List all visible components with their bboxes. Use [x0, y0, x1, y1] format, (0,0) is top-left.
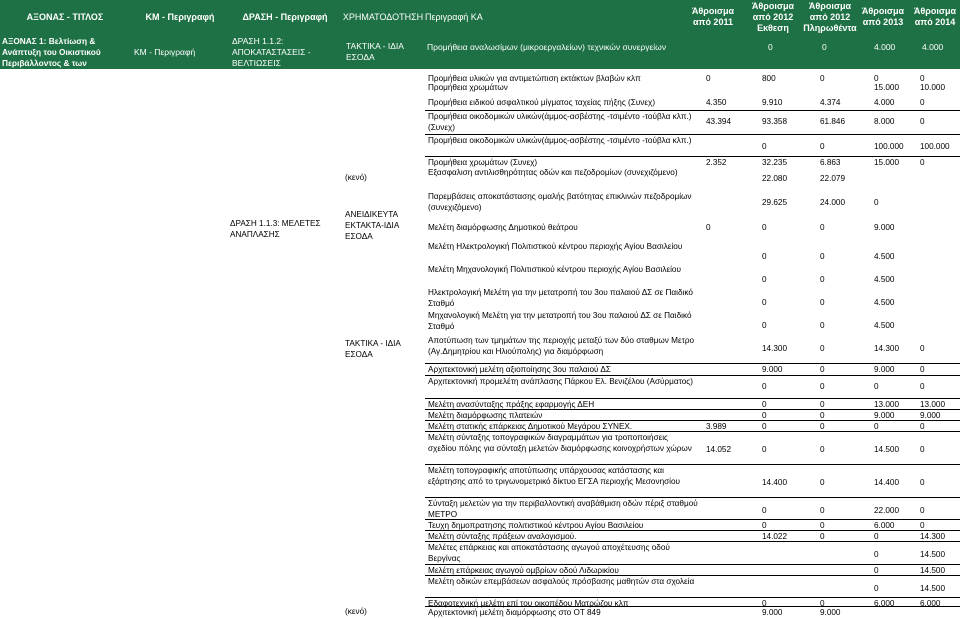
row-description: Μελέτη σύνταξης τοπογραφικών διαγραμμάτων για τροποποιήσεις σχεδίου πόλης για σύνταξη μελετών διαμόρφωσης κοινοχρήστων χώρων [428, 433, 692, 453]
row-value-4: 15.000 [874, 158, 900, 167]
row-value-4: 14.300 [874, 344, 900, 353]
row-value-4: 4.000 [874, 98, 895, 107]
row-value-2: 9.000 [762, 608, 783, 617]
row-value-4: 0 [874, 584, 879, 593]
row-1-v2: 0 [768, 42, 773, 52]
row-description: Αρχιτεκτονική προμελέτη ανάπλασης Πάρκου Ελ. Βενιζέλου (Ασύρματος) [428, 377, 693, 386]
row-value-4: 6.000 [874, 599, 895, 608]
row-value-3: 0 [820, 382, 825, 391]
row-description: Μελέτη σύνταξης πράξεων αναλογισμού. [428, 532, 577, 541]
row-value-5: 0 [920, 365, 925, 374]
row-value-4: 0 [874, 74, 879, 83]
row-value-2: 0 [762, 400, 767, 409]
action-1-label: ΔΡΑΣΗ 1.1.2: ΑΠΟΚΑΤΑΣΤΑΣΕΙΣ - ΒΕΛΤΙΩΣΕΙΣ [232, 36, 311, 68]
row-description: Προμήθεια οικοδομικών υλικών(άμμος-ασβέστης -τσιμέντο -τούβλα κλπ.) (Συνεχ) [428, 112, 692, 132]
row-value-2: 0 [762, 382, 767, 391]
row-value-2: 0 [762, 321, 767, 330]
row-value-4: 9.000 [874, 365, 895, 374]
header-sum-2012-est[interactable]: Άθροισμα από 2012 Εκθεση [751, 1, 795, 33]
row-value-3: 9.000 [820, 608, 841, 617]
row-description: Μηχανολογική Μελέτη για την μετατροπή του 3ου παλαιού ΔΣ σε Παιδικό Σταθμό [428, 311, 692, 331]
row-value-5: 0 [920, 478, 925, 487]
header-ka-desc[interactable]: Περιγραφή ΚΑ [425, 12, 483, 22]
row-description: Εξασφαλιση αντιλισθηρότητας οδών και πεζοδρομίων (συνεχιζόμενο) [428, 168, 678, 177]
row-value-4: 0 [874, 198, 879, 207]
km-label: ΚΜ - Περιγραφή [134, 47, 196, 57]
row-value-4: 4.500 [874, 252, 895, 261]
row-value-5: 14.500 [920, 566, 946, 575]
header-km-desc[interactable]: ΚΜ - Περιγραφή [145, 12, 215, 22]
row-value-3: 0 [820, 400, 825, 409]
row-description: Μελέτη διαμόρφωσης πλατειών [428, 411, 543, 420]
axis-label: ΑΞΟΝΑΣ 1: Βελτίωση & Ανάπτυξη του Οικιστικού Περιβάλλοντος & των Υποδομών [2, 36, 101, 79]
row-description: Εδαφοτεχνική μελέτη επί του οικοπέδου Ματρώζου κλπ [428, 599, 629, 608]
row-value-3: 0 [820, 275, 825, 284]
row-value-2: 0 [762, 252, 767, 261]
header-row [0, 0, 960, 35]
row-value-3: 0 [820, 445, 825, 454]
row-value-4: 22.000 [874, 506, 900, 515]
row-value-5: 0 [920, 521, 925, 530]
funding-2-label: (κενό) [345, 173, 367, 182]
row-value-4: 0 [874, 566, 879, 575]
row-value-4: 0 [874, 382, 879, 391]
row-value-5: 100.000 [920, 142, 950, 151]
row-value-4: 13.000 [874, 400, 900, 409]
row-value-2: 0 [762, 506, 767, 515]
row-value-1: 14.052 [706, 445, 732, 454]
header-funding[interactable]: ΧΡΗΜΑΤΟΔΟΤΗΣΗ [342, 12, 424, 22]
row-value-4: 4.500 [874, 275, 895, 284]
action-2-label: ΔΡΑΣΗ 1.1.3: ΜΕΛΕΤΕΣ ΑΝΑΠΛΑΣΗΣ [230, 219, 321, 239]
row-value-1: 2.352 [706, 158, 727, 167]
row-value-5: 0 [920, 117, 925, 126]
row-description: Μελέτη διαμόρφωσης Δημοτικού θεάτρου [428, 223, 578, 232]
row-value-2: 9.910 [762, 98, 783, 107]
row-value-2: 0 [762, 142, 767, 151]
row-value-5: 9.000 [920, 411, 941, 420]
row-value-3: 0 [820, 411, 825, 420]
row-value-1: 0 [706, 74, 711, 83]
row-value-2: 32.235 [762, 158, 788, 167]
row-value-5: 0 [920, 382, 925, 391]
row-description: Αρχιτεκτονική μελέτη διαμόρφωσης στο ΟΤ 849 [428, 608, 601, 617]
row-value-5: 10.000 [920, 83, 946, 92]
row-value-2: 800 [762, 74, 776, 83]
row-1-desc: Προμήθεια αναλωσίμων (μικροεργαλείων) τεχνικών συνεργείων [427, 42, 667, 52]
row-value-1: 43.394 [706, 117, 732, 126]
row-description: Μελέτη Μηχανολογική Πολιτιστικού κέντρου περιοχής Αγίου Βασιλείου [428, 265, 681, 274]
row-value-5: 14.300 [920, 532, 946, 541]
row-value-5: 6.000 [920, 599, 941, 608]
row-value-4: 15.000 [874, 83, 900, 92]
row-value-3: 0 [820, 142, 825, 151]
row-1-v4: 4.000 [874, 42, 896, 52]
row-description: Μελέτες επάρκειας και αποκατάστασης αγωγού αποχέτευσης οδού Βεργίνας [428, 543, 670, 563]
row-value-3: 0 [820, 599, 825, 608]
row-description: Μελέτη επάρκειας αγωγού ομβρίων οδού Λιδωρικίου [428, 566, 619, 575]
row-value-3: 0 [820, 422, 825, 431]
row-value-2: 0 [762, 275, 767, 284]
row-value-5: 0 [920, 344, 925, 353]
row-1-v3: 0 [822, 42, 827, 52]
row-value-2: 14.022 [762, 532, 788, 541]
row-value-3: 0 [820, 252, 825, 261]
row-value-3: 0 [820, 344, 825, 353]
row-value-5: 13.000 [920, 400, 946, 409]
row-value-5: 0 [920, 422, 925, 431]
row-1-v5: 4.000 [922, 42, 944, 52]
row-value-2: 29.625 [762, 198, 788, 207]
row-value-2: 9.000 [762, 365, 783, 374]
funding-1-label: ΤΑΚΤΙΚΑ - ΙΔΙΑ ΕΣΟΔΑ [346, 41, 404, 62]
row-description: Σύνταξη μελετών για την περιβαλλοντική αναβάθμιση οδών πέριξ σταθμού ΜΕΤΡΟ [428, 499, 698, 519]
row-value-3: 0 [820, 521, 825, 530]
row-description: Αποτύπωση των τμημάτων της περιοχής μεταξύ των δύο σταθμων Μετρο (Αγ.Δημητρίου και Ηλιούπολης) για διαμόρφωση [428, 336, 695, 356]
row-value-3: 0 [820, 298, 825, 307]
funding-3-label: ΑΝΕΙΔΙΚΕΥΤΑ ΕΚΤΑΚΤΑ-ΙΔΙΑ ΕΣΟΔΑ [345, 210, 399, 241]
row-description: Προμήθεια χρωμάτων (Συνεχ) [428, 158, 538, 167]
row-value-5: 0 [920, 506, 925, 515]
row-value-3: 0 [820, 478, 825, 487]
row-description: Προμήθεια χρωμάτων [428, 83, 508, 92]
row-value-3: 24.000 [820, 198, 846, 207]
row-value-3: 0 [820, 223, 825, 232]
row-value-3: 0 [820, 506, 825, 515]
row-value-5: 0 [920, 445, 925, 454]
row-description: Μελέτη τοπογραφικής αποτύπωσης υπάρχουσας κατάστασης και εξάρτησης από το τριγωνομετρικό δίκτυο ΕΓΣΑ περιοχής Μεσονησίου [428, 466, 681, 486]
row-value-3: 0 [820, 74, 825, 83]
row-value-4: 0 [874, 550, 879, 559]
row-value-3: 61.846 [820, 117, 846, 126]
row-value-2: 0 [762, 445, 767, 454]
row-value-1: 4.350 [706, 98, 727, 107]
row-value-4: 14.500 [874, 445, 900, 454]
row-value-5: 0 [920, 158, 925, 167]
row-value-4: 8.000 [874, 117, 895, 126]
row-description: Μελέτη στατικής επάρκειας Δημοτικού Μεγάρου ΣΥΝΕΧ. [428, 422, 633, 431]
row-description: Μελέτη οδικών επεμβάσεων ασφαλούς πρόσβασης μαθητών στα σχολεία [428, 577, 695, 586]
header-sum-2013[interactable]: Άθροισμα από 2013 [861, 6, 905, 27]
row-value-1: 0 [706, 223, 711, 232]
row-value-3: 6.863 [820, 158, 841, 167]
row-value-2: 0 [762, 599, 767, 608]
row-value-4: 4.500 [874, 298, 895, 307]
row-value-5: 14.500 [920, 584, 946, 593]
row-description: Μελέτη Ηλεκτρολογική Πολιτιστικού κέντρου περιοχής Αγίου Βασιλείου [428, 242, 683, 251]
row-value-2: 0 [762, 521, 767, 530]
row-value-1: 3.989 [706, 422, 727, 431]
header-sum-2011[interactable]: Άθροισμα από 2011 [691, 6, 735, 27]
row-description: Τευχη δημοπρατησης πολιτιστικού κέντρου Αγίου Βασιλείου [428, 521, 644, 530]
header-action-desc[interactable]: ΔΡΑΣΗ - Περιγραφή [242, 12, 328, 22]
row-value-5: 0 [920, 98, 925, 107]
row-value-2: 0 [762, 422, 767, 431]
row-value-3: 22.079 [820, 174, 846, 183]
funding-5-label: (κενό) [345, 607, 367, 616]
header-sum-2014[interactable]: Άθροισμα από 2014 [913, 6, 957, 27]
row-value-4: 0 [874, 532, 879, 541]
row-value-2: 0 [762, 298, 767, 307]
row-value-2: 0 [762, 223, 767, 232]
row-value-4: 0 [874, 422, 879, 431]
row-value-2: 0 [762, 411, 767, 420]
row-description: Μελέτη ανασύνταξης πράξης εφαρμογής ΔΕΗ [428, 400, 595, 409]
row-value-4: 4.500 [874, 321, 895, 330]
row-value-4: 9.000 [874, 223, 895, 232]
row-value-2: 14.400 [762, 478, 788, 487]
row-value-3: 0 [820, 365, 825, 374]
header-axis-title[interactable]: ΑΞΟΝΑΣ - ΤΙΤΛΟΣ [26, 12, 104, 22]
row-value-3: 0 [820, 321, 825, 330]
row-value-4: 6.000 [874, 521, 895, 530]
row-value-2: 22.080 [762, 174, 788, 183]
row-value-3: 0 [820, 532, 825, 541]
row-description: Αρχιτεκτονική μελέτη αξιοποίησης 3ου παλαιού ΔΣ [428, 365, 611, 374]
row-description: Προμήθεια οικοδομικών υλικών(άμμος-ασβέστης -τσιμέντο -τούβλα κλπ.) [428, 136, 692, 145]
row-description: Ηλεκτρολογική Μελέτη για την μετατροπή του 3ου παλαιού ΔΣ σε Παιδικό Σταθμό [428, 288, 693, 308]
row-value-4: 14.400 [874, 478, 900, 487]
row-description: Προμήθεια υλικών για αντιμετώπιση εκτάκτων βλαβών κλπ [428, 74, 641, 83]
row-description: Προμήθεια ειδικού ασφαλτικού μίγματος ταχείας πήξης (Συνεχ) [428, 98, 656, 107]
row-description: Παρεμβάσεις αποκατάστασης ομαλής βατότητας επικλινών πεζοδρομίων (συνεχιζόμενο) [428, 192, 692, 212]
row-value-3: 4.374 [820, 98, 841, 107]
header-sum-2012-paid[interactable]: Άθροισμα από 2012 Πληρωθέντα [803, 1, 857, 33]
row-value-5: 14.500 [920, 550, 946, 559]
row-value-2: 93.358 [762, 117, 788, 126]
row-value-4: 9.000 [874, 411, 895, 420]
funding-4-label: ΤΑΚΤΙΚΑ - ΙΔΙΑ ΕΣΟΔΑ [345, 339, 401, 359]
row-value-4: 100.000 [874, 142, 904, 151]
row-value-2: 14.300 [762, 344, 788, 353]
row-value-5: 0 [920, 74, 925, 83]
